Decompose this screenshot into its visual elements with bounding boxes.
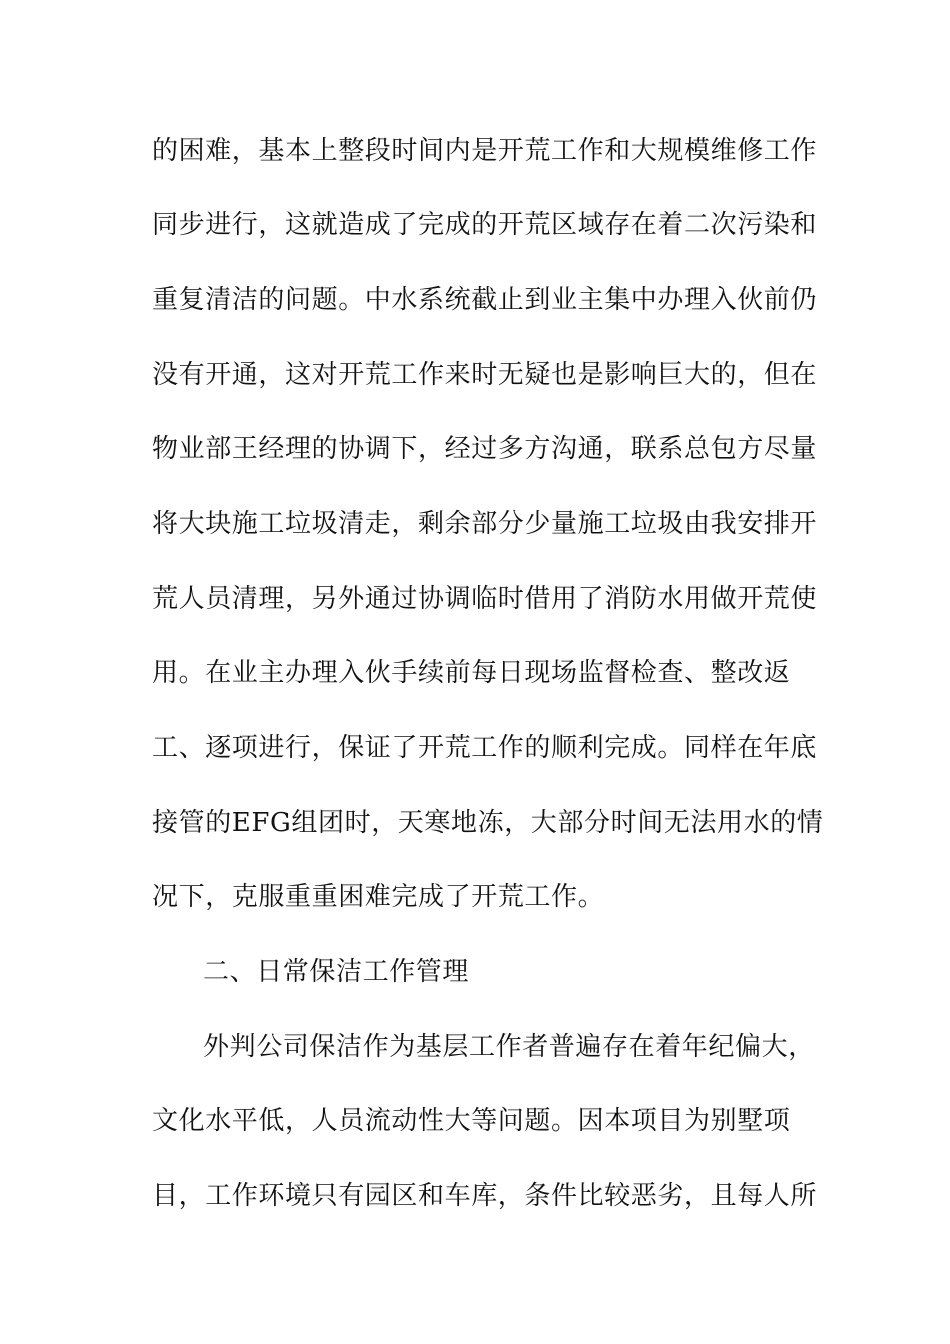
paragraph-first-line: 外判公司保洁作为基层工作者普遍存在着年纪偏大， bbox=[203, 1032, 815, 1062]
text-line: 物业部王经理的协调下，经过多方沟通，联系总包方尽量 bbox=[152, 434, 818, 464]
text-line: 没有开通，这对开荒工作来时无疑也是影响巨大的，但在 bbox=[152, 360, 818, 390]
text-line: 重复清洁的问题。中水系统截止到业主集中办理入伙前仍 bbox=[152, 285, 818, 315]
text-line: 目，工作环境只有园区和车库，条件比较恶劣，且每人所 bbox=[152, 1181, 818, 1211]
text-line: 接管的EFG组团时，天寒地冻，大部分时间无法用水的情 bbox=[152, 808, 824, 838]
text-line: 同步进行，这就造成了完成的开荒区域存在着二次污染和 bbox=[152, 210, 818, 240]
text-line: 工、逐项进行，保证了开荒工作的顺利完成。同样在年底 bbox=[152, 733, 818, 763]
text-line: 荒人员清理，另外通过协调临时借用了消防水用做开荒使 bbox=[152, 584, 818, 614]
text-line: 的困难，基本上整段时间内是开荒工作和大规模维修工作 bbox=[152, 136, 818, 166]
text-line: 用。在业主办理入伙手续前每日现场监督检查、整改返 bbox=[152, 658, 791, 688]
section-heading: 二、日常保洁工作管理 bbox=[203, 957, 470, 987]
text-line: 况下，克服重重困难完成了开荒工作。 bbox=[152, 882, 605, 912]
text-line: 将大块施工垃圾清走，剩余部分少量施工垃圾由我安排开 bbox=[152, 509, 818, 539]
text-line: 文化水平低，人员流动性大等问题。因本项目为别墅项 bbox=[152, 1106, 791, 1136]
